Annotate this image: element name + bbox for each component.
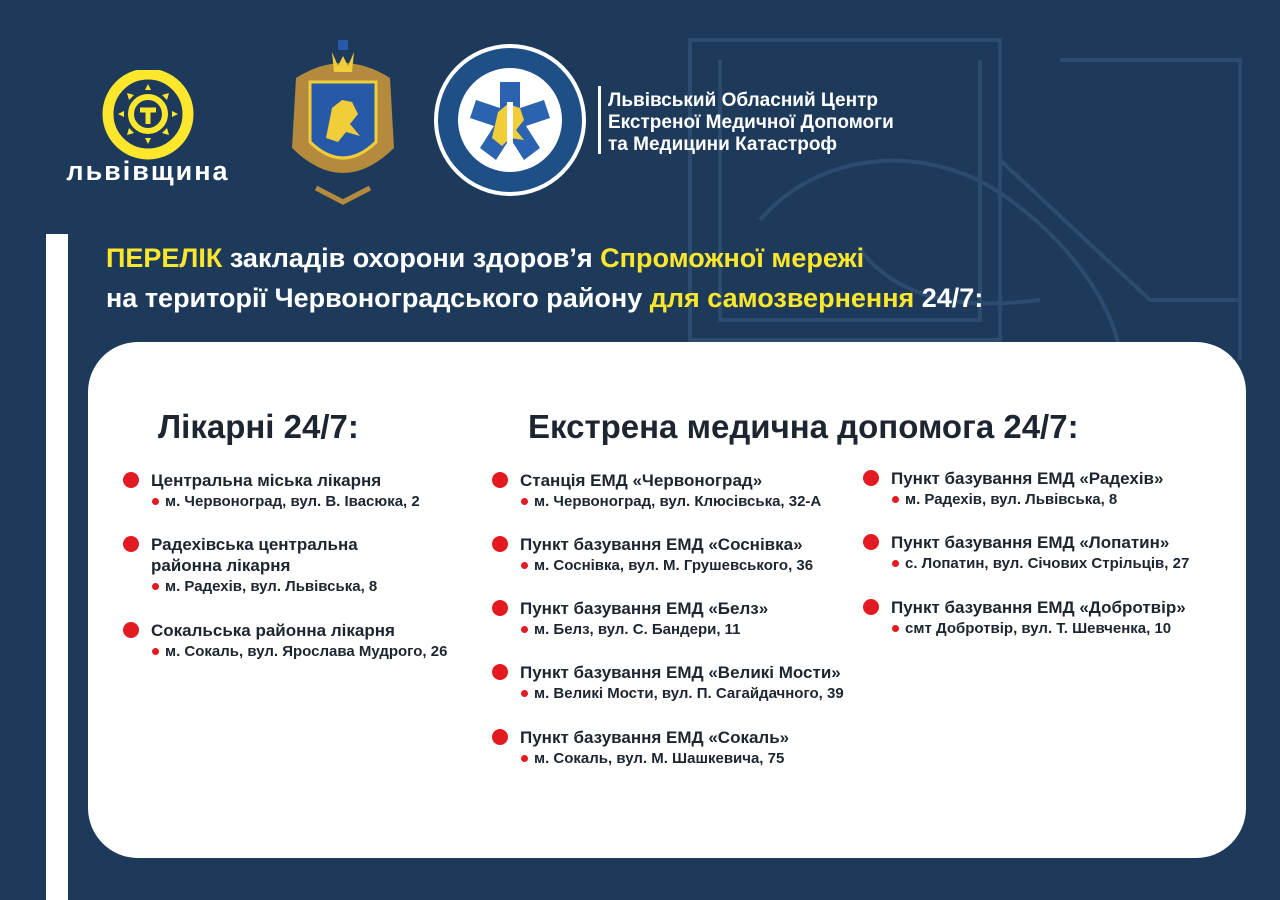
emergency-medical-seal-icon — [432, 42, 588, 198]
title-text-hours: 24/7: — [914, 283, 984, 313]
emergency-station-name: Пункт базування ЕМД «Сокаль» — [520, 728, 790, 747]
hospital-address: м. Сокаль, вул. Ярослава Мудрого, 26 — [151, 641, 447, 662]
red-marker-icon — [492, 536, 508, 552]
emergency-item — [520, 662, 844, 704]
organization-name-line-1: Львівський Обласний Центр — [608, 90, 878, 111]
red-bullet-icon — [892, 560, 899, 567]
emergency-item — [891, 597, 1186, 639]
emergency-item — [520, 470, 821, 512]
lvivshchyna-logo — [38, 70, 258, 190]
title-text-institutions: закладів охорони здоров’я — [222, 243, 601, 273]
red-bullet-icon — [521, 755, 528, 762]
emergency-item — [891, 532, 1189, 574]
title-highlight-list: ПЕРЕЛІК — [106, 243, 223, 273]
emergency-station-address: с. Лопатин, вул. Січових Стрільців, 27 — [891, 553, 1189, 574]
red-bullet-icon — [892, 496, 899, 503]
hospital-item — [151, 534, 377, 597]
region-brand-text: львівщина — [66, 156, 230, 186]
left-accent-bar — [46, 234, 68, 900]
organization-name-line-3: та Медицини Катастроф — [608, 134, 838, 155]
page-title — [106, 238, 983, 318]
emergency-station-name: Пункт базування ЕМД «Радехів» — [891, 469, 1164, 488]
emergency-station-address: м. Радехів, вул. Львівська, 8 — [891, 489, 1163, 510]
hospital-name: Радехівська центральна — [151, 535, 358, 554]
emergency-station-address: м. Белз, вул. С. Бандери, 11 — [520, 619, 768, 640]
organization-name-line-2: Екстреної Медичної Допомоги — [608, 112, 894, 133]
red-bullet-icon — [892, 625, 899, 632]
title-highlight-self-referral: для самозвернення — [649, 283, 915, 313]
hospital-name-continued: районна лікарня — [151, 556, 291, 575]
red-marker-icon — [492, 664, 508, 680]
red-marker-icon — [123, 472, 139, 488]
red-marker-icon — [123, 622, 139, 638]
emergency-station-address: м. Соснівка, вул. М. Грушевського, 36 — [520, 555, 813, 576]
coat-of-arms-icon — [276, 38, 410, 206]
red-marker-icon — [863, 534, 879, 550]
emergency-station-name: Пункт базування ЕМД «Лопатин» — [891, 533, 1170, 552]
red-marker-icon — [863, 599, 879, 615]
red-bullet-icon — [521, 498, 528, 505]
title-text-district: на території Червоноградського району — [106, 283, 650, 313]
hospital-name: Центральна міська лікарня — [151, 471, 382, 490]
emergency-station-name: Пункт базування ЕМД «Белз» — [520, 599, 769, 618]
emergency-heading: Екстрена медична допомога 24/7: — [528, 408, 1079, 445]
red-bullet-icon — [152, 498, 159, 505]
org-divider — [598, 86, 601, 154]
hospital-item — [151, 470, 420, 512]
red-bullet-icon — [521, 562, 528, 569]
red-marker-icon — [863, 470, 879, 486]
emergency-item — [520, 598, 768, 640]
red-marker-icon — [492, 729, 508, 745]
hospital-address: м. Радехів, вул. Львівська, 8 — [151, 576, 377, 597]
hospital-address: м. Червоноград, вул. В. Івасюка, 2 — [151, 491, 420, 512]
emergency-station-name: Пункт базування ЕМД «Великі Мости» — [520, 663, 841, 682]
emergency-station-address: м. Червоноград, вул. Клюсівська, 32-А — [520, 491, 821, 512]
title-highlight-network: Спроможної мережі — [600, 243, 865, 273]
emergency-station-address: смт Добротвір, вул. Т. Шевченка, 10 — [891, 618, 1186, 639]
hospitals-heading: Лікарні 24/7: — [158, 408, 359, 445]
organization-name — [608, 90, 894, 156]
red-bullet-icon — [152, 648, 159, 655]
red-marker-icon — [492, 600, 508, 616]
red-marker-icon — [492, 472, 508, 488]
hospital-item — [151, 620, 447, 662]
emergency-item — [891, 468, 1163, 510]
red-bullet-icon — [152, 583, 159, 590]
red-bullet-icon — [521, 626, 528, 633]
sun-emblem-icon — [38, 70, 258, 162]
red-bullet-icon — [521, 690, 528, 697]
title-line-2 — [106, 278, 983, 318]
emergency-station-address: м. Сокаль, вул. М. Шашкевича, 75 — [520, 748, 789, 769]
title-line-1 — [106, 238, 983, 278]
emergency-station-name: Станція ЕМД «Червоноград» — [520, 471, 763, 490]
emergency-station-name: Пункт базування ЕМД «Соснівка» — [520, 535, 803, 554]
emergency-item — [520, 534, 813, 576]
emergency-station-address: м. Великі Мости, вул. П. Сагайдачного, 39 — [520, 683, 844, 704]
emergency-item — [520, 727, 789, 769]
hospital-name: Сокальська районна лікарня — [151, 621, 395, 640]
emergency-station-name: Пункт базування ЕМД «Добротвір» — [891, 598, 1186, 617]
facilities-card — [88, 342, 1246, 858]
red-marker-icon — [123, 536, 139, 552]
